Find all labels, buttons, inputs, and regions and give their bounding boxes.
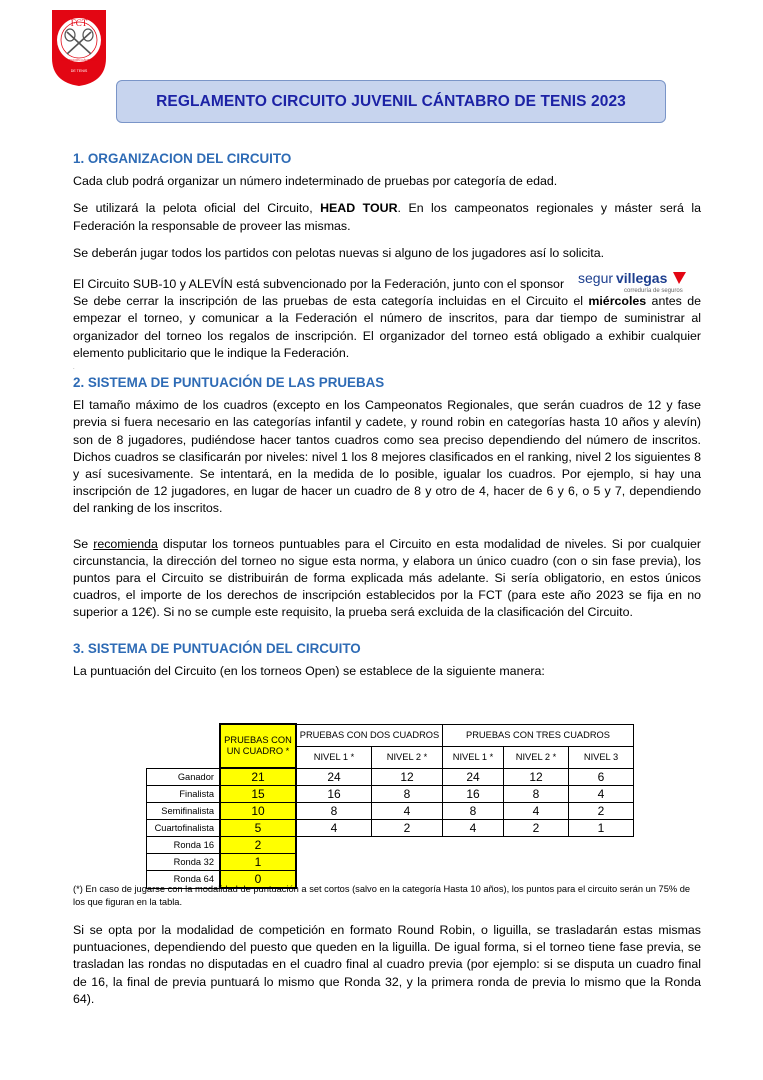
row-label: Cuartofinalista [147,820,221,837]
three-draw-points: 1 [569,820,634,837]
svg-text:FCT: FCT [70,18,88,28]
paragraph: Si se opta por la modalidad de competición en formato Round Robin, o liguilla, se trasladarán estas mismas puntuaciones, dependiendo del puesto que queden en la liguilla. De igual forma, si el torneo tiene fase previa, se trasladan las rondas no disputadas en el cuadro final al cuadro previa (por ejemplo: si se disputa un cuadro final de 16, la final de previa puntuará lo mismo que Ronda 32, y la primera ronda de previa lo mismo que la Ronda 64). [73,923,701,1006]
two-draw-points: 16 [296,786,372,803]
three-draw-points: 12 [504,768,569,786]
paragraph: Se debe cerrar la inscripción de las pruebas de esta categoría incluidas en el Circuito el miércoles antes de empezar el torneo, y comunicar a la Federación el número de inscritos, para dar tiempo de suministrar al organizador del torneo los regalos de inscripción. El organizador del torneo está obligado a exhibir cualquier elemento publicitario que le indique la Federación. [73,294,701,360]
single-draw-points: 21 [220,768,296,786]
table-row [147,854,634,871]
three-draw-points: 16 [443,786,504,803]
col-two-header: PRUEBAS CON DOS CUADROS [296,724,443,746]
row-label: Ronda 16 [147,837,221,854]
svg-text:FEDERACIÓN CÁNTABRA: FEDERACIÓN CÁNTABRA [60,58,98,62]
svg-text:segur: segur [578,270,614,287]
col-single-header: PRUEBAS CON UN CUADRO * [220,724,296,768]
three-draw-points: 8 [443,803,504,820]
three-draw-points: 4 [504,803,569,820]
row-label: Ganador [147,768,221,786]
table-row [147,768,634,786]
row-label: Ronda 64 [147,871,221,889]
three-draw-points: 4 [443,820,504,837]
single-draw-points: 5 [220,820,296,837]
svg-text:correduría de seguros: correduría de seguros [624,288,683,295]
points-table: PRUEBAS CON UN CUADRO * PRUEBAS CON DOS CUADROS PRUEBAS CON TRES CUADROS NIVEL 1 * NIVEL 2 * NIVEL 1 * NIVEL 2 * NIVEL 3 Ganador 21 24 12 24 12 6 Finalista 15 16 8 16 8 4 Semifinalista 10 8 4 8 4 2 Cuartofinalista 5 4 2 4 2 1 Ronda 16 2 Ronda 32 1 Ronda 64 0 [146,723,634,889]
row-label: Ronda 32 [147,854,221,871]
paragraph: El tamaño máximo de los cuadros (excepto en los Campeonatos Regionales, que serán cuadros de 12 y fase previa si fuera necesario en las categorías infantil y cadete, y round robin en categorías hasta 10 años y alevín) son de 8 jugadores, pudiéndose hacer tantos cuadros como sea preciso dependiendo del número de inscritos. Dichos cuadros se clasificarán por niveles: nivel 1 los 8 mejores clasificados en el ranking, nivel 2 los siguientes 8 y así sucesivamente. Se intentará, en la medida de lo posible, igualar los cuadros. Por ejemplo, si hay una inscripción de 12 jugadores, en lugar de hacer un cuadro de 8 y otro de 4, hacer de 6 y 6, o 5 y 7, dependiendo del ranking de los inscritos. [73,398,701,516]
single-draw-points: 0 [220,871,296,889]
row-label: Finalista [147,786,221,803]
col-three-header: PRUEBAS CON TRES CUADROS [443,724,634,746]
three-draw-points: 24 [443,768,504,786]
svg-text:DE TENIS: DE TENIS [70,69,88,73]
section-1-heading: 1. ORGANIZACION DEL CIRCUITO [73,151,292,166]
three-draw-points: 6 [569,768,634,786]
paragraph: Se recomienda disputar los torneos puntuables para el Circuito en esta modalidad de niveles. Si por cualquier circunstancia, la dirección del torneo no sigue esta norma, y elabora un único cuadro (con o sin fase previa), los puntos para el Circuito se distribuirán de forma explicada más adelante. Si sería obligatorio, en estos únicos cuadros, el importe de los derechos de inscripción establecidos por la FCT (para este año 2023 se fija en no superior a 12€). Si no se cumple este requisito, la prueba será excluida de la clasificación del Circuito. [73,536,701,620]
paragraph: El Circuito SUB-10 y ALEVÍN está subvencionado por la Federación, junto con el sponsor segur villegas correduría de seguros [73,276,701,293]
title-banner [116,80,666,123]
two-draw-points: 8 [372,786,443,803]
three-draw-points: 2 [569,803,634,820]
two-draw-points: 2 [372,820,443,837]
table-row [147,820,634,837]
single-draw-points: 10 [220,803,296,820]
three-draw-points: 8 [504,786,569,803]
paragraph: La puntuación del Circuito (en los torneos Open) se establece de la siguiente manera: [73,663,545,678]
row-label: Semifinalista [147,803,221,820]
two-draw-points: 4 [296,820,372,837]
two-draw-points: 4 [372,803,443,820]
table-footnote: (*) En caso de jugarse con la modalidad de puntuación a set cortos (salvo en la categoría Hasta 10 años), los puntos para el circuito serán un 75% de los que figuran en la tabla. [73,884,691,907]
two-draw-points: 8 [296,803,372,820]
table-row [147,786,634,803]
single-draw-points: 15 [220,786,296,803]
three-draw-points: 2 [504,820,569,837]
table-row [147,803,634,820]
two-draw-points: 12 [372,768,443,786]
paragraph: Se deberán jugar todos los partidos con pelotas nuevas si alguno de los jugadores así lo solicita. [73,245,605,260]
section-2-heading: 2. SISTEMA DE PUNTUACIÓN DE LAS PRUEBAS [73,375,385,391]
svg-text:villegas: villegas [616,270,668,287]
paragraph: Cada club podrá organizar un número indeterminado de pruebas por categoría de edad. [73,174,558,189]
section-3-heading: 3. SISTEMA DE PUNTUACIÓN DEL CIRCUITO [73,640,361,656]
document-body: 1. ORGANIZACION DEL CIRCUITO Cada club podrá organizar un número indeterminado de pruebas por categoría de edad. Se utilizará la pelota oficial del Circuito, HEAD TOUR. En los campeonatos regionales y máster será la Federación la responsable de proveer las mismas. Se deberán jugar todos los partidos con pelotas nuevas si alguno de los jugadores así lo solicita. El Circuito SUB-10 y ALEVÍN está subvencionado por la Federación, junto con el sponsor segur villegas correduría de seguros Se debe cerrar la inscripción de las pruebas de esta categoría incluidas en el Circuito el miércoles antes de empezar el torneo, y comunicar a la Federación el número de inscritos, para dar tiempo de suministrar al organizador del torneo los regalos de inscripción. El organizador del torneo está obligado a exhibir cualquier elemento publicitario que le indique la Federación. . 2. SISTEMA DE PUNTUACIÓN DE LAS PRUEBAS El tamaño máximo de los cuadros (excepto en los Campeonatos Regionales, que serán cuadros de 12 y fase previa si fuera necesario en las categorías infantil y cadete, y round robin en categorías hasta 10 años y alevín) son de 8 jugadores, pudiéndose hacer tantos cuadros como sea preciso dependiendo del número de inscritos. Dichos cuadros se clasificarán por niveles: nivel 1 los 8 mejores clasificados en el ranking, nivel 2 los siguientes 8 y así sucesivamente. Se intentará, en la medida de lo posible, igualar los cuadros. Por ejemplo, si hay una inscripción de 12 jugadores, en lugar de hacer un cuadro de 8 y otro de 4, hacer de 6 y 6, o 5 y 7, dependiendo del ranking de los inscritos. Se recomienda disputar los torneos puntuables para el Circuito en esta modalidad de niveles. Si por cualquier circunstancia, la dirección del torneo no sigue esta norma, y elabora un único cuadro (con o sin fase previa), los puntos para el Circuito se distribuirán de forma explicada más adelante. Si sería obligatorio, en estos únicos cuadros, el importe de los derechos de inscripción establecidos por la FCT (para este año 2023 se fija en no superior a 12€). Si no se cumple este requisito, la prueba será excluida de la clasificación del Circuito. 3. SISTEMA DE PUNTUACIÓN DEL CIRCUITO La puntuación del Circuito (en los torneos Open) se establece de la siguiente manera: [73,150,701,680]
single-draw-points: 2 [220,837,296,854]
document-title: REGLAMENTO CIRCUITO JUVENIL CÁNTABRO DE TENIS 2023 [156,92,626,110]
segurvillegas-logo [578,266,688,296]
table-row [147,837,634,854]
paragraph: Se utilizará la pelota oficial del Circuito, HEAD TOUR. En los campeonatos regionales y máster será la Federación la responsable de proveer las mismas. [73,201,701,233]
fct-logo [50,8,108,88]
two-draw-points: 24 [296,768,372,786]
single-draw-points: 1 [220,854,296,871]
three-draw-points: 4 [569,786,634,803]
